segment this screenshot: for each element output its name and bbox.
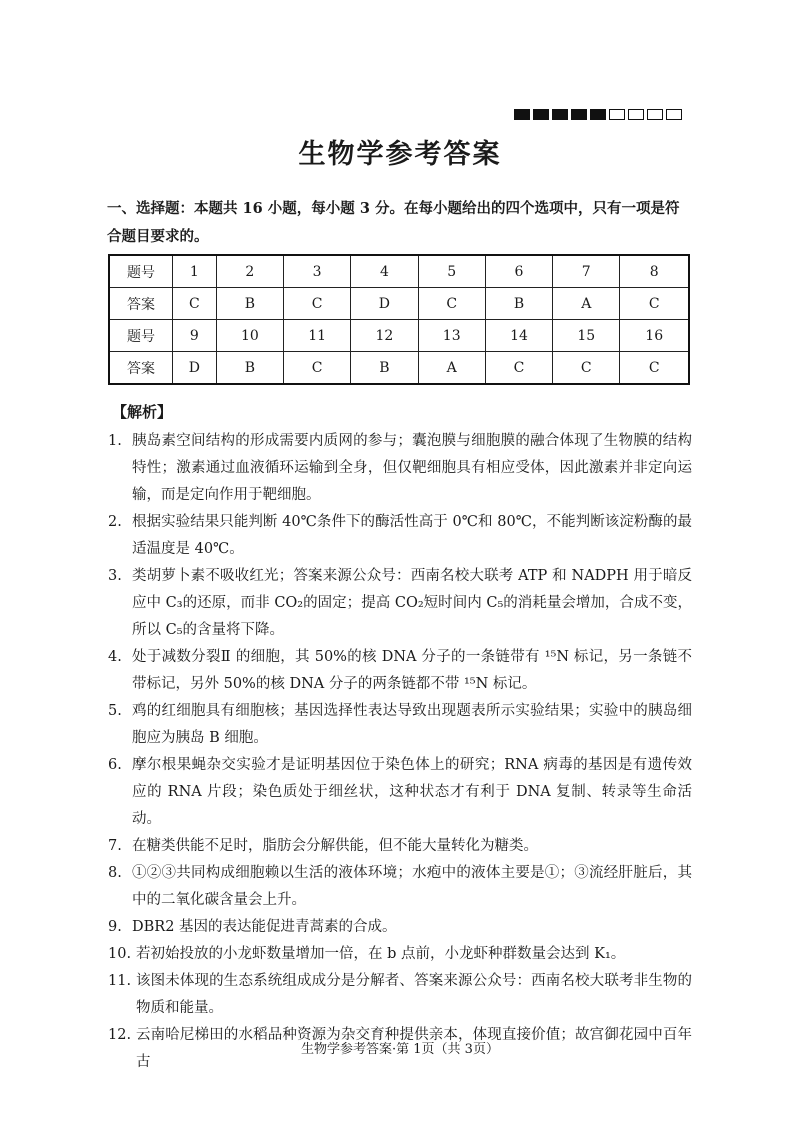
item-text: 云南哈尼梯田的水稻品种资源为杂交育种提供亲本，体现直接价值；故宫御花园中百年古 (136, 1027, 692, 1070)
table-cell: C (284, 288, 351, 320)
table-cell: B (216, 288, 283, 320)
marker-square-empty (647, 109, 663, 120)
table-cell: C (620, 288, 689, 320)
table-cell: C (485, 352, 552, 385)
table-row (109, 352, 689, 385)
list-item (108, 968, 692, 1022)
table-cell: 4 (351, 255, 418, 288)
marker-square-filled (590, 109, 606, 120)
row-header: 题号 (109, 255, 173, 288)
item-text: ①②③共同构成细胞赖以生活的液体环境；水疱中的液体主要是①；③流经肝脏后，其中的二氧化碳含量会上升。 (132, 865, 692, 908)
table-cell: 6 (485, 255, 552, 288)
marker-square-filled (533, 109, 549, 120)
item-number: 8. (108, 865, 122, 881)
table-cell: 8 (620, 255, 689, 288)
list-item (108, 563, 692, 644)
item-number: 4. (108, 649, 122, 665)
row-header: 答案 (109, 352, 173, 385)
item-text: 根据实验结果只能判断 40℃条件下的酶活性高于 0℃和 80℃，不能判断该淀粉酶的最适温度是 40℃。 (132, 514, 692, 557)
answer-table (108, 254, 690, 385)
table-cell: B (485, 288, 552, 320)
table-cell: 16 (620, 320, 689, 352)
item-number: 11. (108, 973, 132, 989)
table-row (109, 320, 689, 352)
list-item (108, 644, 692, 698)
table-cell: D (351, 288, 418, 320)
table-row (109, 288, 689, 320)
table-cell: C (418, 288, 485, 320)
list-item (108, 752, 692, 833)
item-text: DBR2 基因的表达能促进青蒿素的合成。 (132, 919, 397, 935)
list-item (108, 914, 692, 941)
list-item (108, 428, 692, 509)
item-number: 6. (108, 757, 122, 773)
item-number: 7. (108, 838, 122, 854)
table-cell: C (173, 288, 217, 320)
marker-square-filled (571, 109, 587, 120)
item-number: 9. (108, 919, 122, 935)
item-number: 1. (108, 433, 122, 449)
item-text: 处于减数分裂Ⅱ 的细胞，其 50%的核 DNA 分子的一条链带有 ¹⁵N 标记，另一条链不带标记，另外 50%的核 DNA 分子的两条链都不带 ¹⁵N 标记。 (132, 649, 692, 692)
marker-square-filled (552, 109, 568, 120)
item-number: 2. (108, 514, 122, 530)
list-item (108, 860, 692, 914)
table-cell: C (620, 352, 689, 385)
item-text: 胰岛素空间结构的形成需要内质网的参与；囊泡膜与细胞膜的融合体现了生物膜的结构特性；激素通过血液循环运输到全身，但仅靶细胞具有相应受体，因此激素并非定向运输，而是定向作用于靶细胞。 (132, 433, 692, 503)
table-cell: 3 (284, 255, 351, 288)
table-cell: 15 (553, 320, 620, 352)
item-number: 3. (108, 568, 122, 584)
item-text: 在糖类供能不足时，脂肪会分解供能，但不能大量转化为糖类。 (132, 838, 538, 854)
table-cell: 12 (351, 320, 418, 352)
table-cell: B (216, 352, 283, 385)
page-title: 生物学参考答案 (298, 139, 502, 170)
item-number: 5. (108, 703, 122, 719)
row-header: 题号 (109, 320, 173, 352)
table-cell: A (553, 288, 620, 320)
table-cell: 2 (216, 255, 283, 288)
table-cell: 9 (173, 320, 217, 352)
list-item (108, 941, 692, 968)
list-item (108, 698, 692, 752)
marker-square-empty (609, 109, 625, 120)
page-footer: 生物学参考答案·第 1页（共 3页） (301, 1042, 499, 1057)
table-cell: 14 (485, 320, 552, 352)
table-row (109, 255, 689, 288)
table-cell: 7 (553, 255, 620, 288)
page-progress-marker (514, 109, 682, 120)
analysis-list (108, 428, 692, 1076)
list-item (108, 509, 692, 563)
item-text: 若初始投放的小龙虾数量增加一倍，在 b 点前，小龙虾种群数量会达到 K₁。 (136, 946, 626, 962)
list-item (108, 833, 692, 860)
table-cell: B (351, 352, 418, 385)
table-cell: 13 (418, 320, 485, 352)
marker-square-empty (628, 109, 644, 120)
table-cell: 10 (216, 320, 283, 352)
row-header: 答案 (109, 288, 173, 320)
table-cell: 5 (418, 255, 485, 288)
item-number: 12. (108, 1027, 132, 1043)
marker-square-filled (514, 109, 530, 120)
table-cell: D (173, 352, 217, 385)
table-cell: C (284, 352, 351, 385)
item-number: 10. (108, 946, 132, 962)
table-cell: A (418, 352, 485, 385)
analysis-label: 【解析】 (112, 403, 173, 421)
table-cell: 11 (284, 320, 351, 352)
item-text: 鸡的红细胞具有细胞核；基因选择性表达导致出现题表所示实验结果；实验中的胰岛细胞应为胰岛 B 细胞。 (132, 703, 692, 746)
table-cell: C (553, 352, 620, 385)
table-cell: 1 (173, 255, 217, 288)
item-text: 该图未体现的生态系统组成成分是分解者、答案来源公众号：西南名校大联考非生物的物质和能量。 (136, 973, 692, 1016)
marker-square-empty (666, 109, 682, 120)
item-text: 摩尔根果蝇杂交实验才是证明基因位于染色体上的研究；RNA 病毒的基因是有遗传效应的 RNA 片段；染色质处于细丝状，这种状态才有利于 DNA 复制、转录等生命活动。 (132, 757, 692, 827)
item-text: 类胡萝卜素不吸收红光；答案来源公众号：西南名校大联考 ATP 和 NADPH 用于暗反应中 C₃的还原，而非 CO₂的固定；提高 CO₂短时间内 C₅的消耗量会增加，合成不变，所以 C₅的含量将下降。 (132, 568, 692, 638)
section-heading: 一、选择题：本题共 16 小题，每小题 3 分。在每小题给出的四个选项中，只有一项是符合题目要求的。 (107, 200, 680, 245)
